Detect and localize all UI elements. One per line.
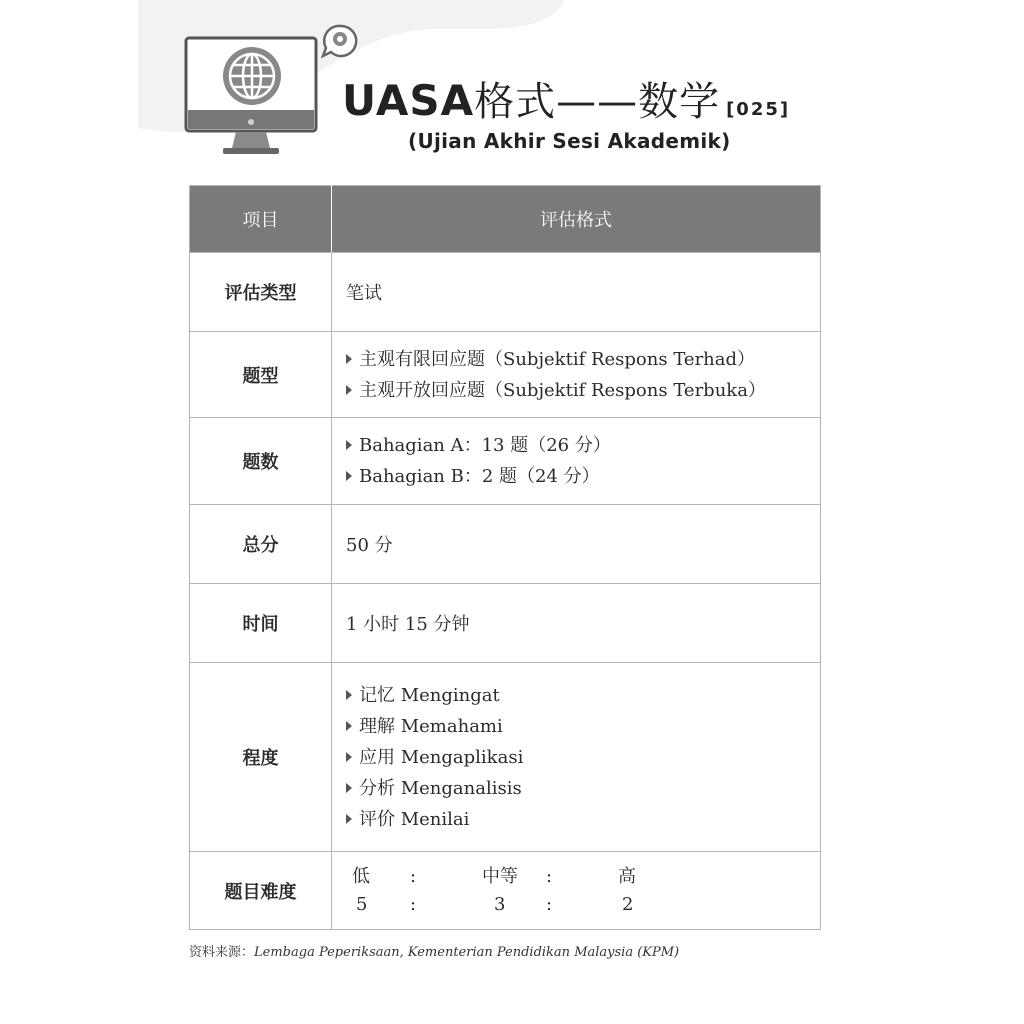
source-text: Lembaga Peperiksaan, Kementerian Pendidikan Malaysia (KPM) bbox=[254, 945, 680, 960]
table-row bbox=[190, 852, 821, 930]
page-title bbox=[342, 70, 790, 153]
format-table bbox=[189, 185, 821, 930]
source-note bbox=[189, 941, 679, 960]
list-item: Bahagian B：2 题（24 分） bbox=[346, 461, 820, 492]
ratio-label: 低 bbox=[352, 865, 370, 887]
list-item: Bahagian A：13 题（26 分） bbox=[346, 430, 820, 461]
triangle-bullet-icon bbox=[346, 814, 352, 824]
cognitive-level-list bbox=[346, 680, 820, 835]
title-chinese: 格式——数学 bbox=[474, 79, 721, 125]
row-key: 题型 bbox=[190, 332, 332, 418]
difficulty-ratio bbox=[346, 863, 820, 919]
list-item: 应用 Mengaplikasi bbox=[346, 742, 820, 773]
header-cell-item: 项目 bbox=[190, 186, 332, 253]
triangle-bullet-icon bbox=[346, 752, 352, 762]
ratio-value: 5 bbox=[356, 893, 368, 915]
ratio-label: 高 bbox=[618, 865, 636, 887]
ratio-label: 中等 bbox=[482, 865, 518, 887]
computer-monitor-globe-icon bbox=[178, 22, 363, 162]
list-item: 分析 Menganalisis bbox=[346, 773, 820, 804]
row-key: 总分 bbox=[190, 505, 332, 584]
row-key: 题数 bbox=[190, 418, 332, 505]
triangle-bullet-icon bbox=[346, 783, 352, 793]
row-value: 笔试 bbox=[332, 253, 821, 332]
triangle-bullet-icon bbox=[346, 354, 352, 364]
question-count-list bbox=[346, 430, 820, 492]
ratio-value: 3 bbox=[494, 893, 506, 915]
triangle-bullet-icon bbox=[346, 440, 352, 450]
table-row bbox=[190, 332, 821, 418]
row-value: 1 小时 15 分钟 bbox=[332, 584, 821, 663]
ratio-separator: : bbox=[410, 893, 417, 915]
table-row bbox=[190, 663, 821, 852]
table-row bbox=[190, 253, 821, 332]
table-header-row bbox=[190, 186, 821, 253]
ratio-separator: : bbox=[546, 865, 553, 887]
table-row bbox=[190, 418, 821, 505]
ratio-value: 2 bbox=[622, 893, 634, 915]
triangle-bullet-icon bbox=[346, 690, 352, 700]
subtitle: (Ujian Akhir Sesi Akademik) bbox=[408, 129, 731, 153]
question-type-list bbox=[346, 344, 820, 406]
table-row bbox=[190, 584, 821, 663]
row-key: 时间 bbox=[190, 584, 332, 663]
table-row bbox=[190, 505, 821, 584]
gear-speech-bubble-icon bbox=[323, 26, 356, 56]
row-value: 50 分 bbox=[332, 505, 821, 584]
row-key: 题目难度 bbox=[190, 852, 332, 930]
source-label: 资料来源： bbox=[189, 945, 255, 960]
list-item: 主观有限回应题（Subjektif Respons Terhad） bbox=[346, 344, 820, 375]
list-item: 理解 Memahami bbox=[346, 711, 820, 742]
row-key: 评估类型 bbox=[190, 253, 332, 332]
triangle-bullet-icon bbox=[346, 471, 352, 481]
row-key: 程度 bbox=[190, 663, 332, 852]
list-item: 评价 Menilai bbox=[346, 804, 820, 835]
ratio-separator: : bbox=[546, 893, 553, 915]
title-code: [025] bbox=[726, 99, 791, 120]
list-item: 主观开放回应题（Subjektif Respons Terbuka） bbox=[346, 375, 820, 406]
title-latin: UASA bbox=[342, 76, 475, 125]
header-cell-format: 评估格式 bbox=[332, 186, 821, 253]
list-item: 记忆 Mengingat bbox=[346, 680, 820, 711]
triangle-bullet-icon bbox=[346, 385, 352, 395]
triangle-bullet-icon bbox=[346, 721, 352, 731]
ratio-separator: : bbox=[410, 865, 417, 887]
